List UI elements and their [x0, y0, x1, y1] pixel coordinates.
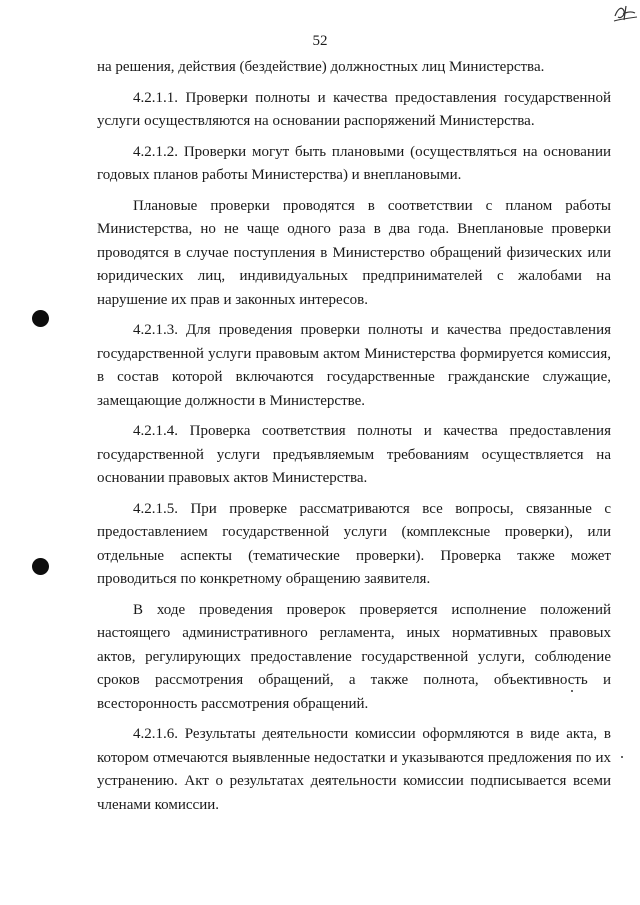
paragraph-continuation: на решения, действия (бездействие) должностных лиц Министерства.: [97, 59, 545, 75]
handwritten-page-number-mark: [612, 2, 638, 24]
paragraph-4-2-1-2: 4.2.1.2. Проверки могут быть плановыми (осуществляться на основании годовых планов работы Министерства) и внеплановыми.: [97, 143, 611, 183]
paragraph-4-2-1-6: 4.2.1.6. Результаты деятельности комиссии оформляются в виде акта, в котором отмечаются выявленные недостатки и указываются предложения по их устранению. Акт о результатах деятельности комиссии подписывается всеми членами комиссии.: [97, 726, 611, 813]
page-number: 52: [312, 33, 328, 49]
punch-hole: [32, 310, 49, 327]
paragraph-4-2-1-4: 4.2.1.4. Проверка соответствия полноты и качества предоставления государственной услуги предъявляемым требованиям осуществляется на основании правовых актов Министерства.: [97, 423, 611, 486]
punch-hole: [32, 558, 49, 575]
paragraph-4-2-1-3: 4.2.1.3. Для проведения проверки полноты и качества предоставления государственной услуги правовым актом Министерства формируется комиссия, в состав которой включаются государственные гражданские служащие, замещающие должности в Министерстве.: [97, 322, 611, 409]
scan-speck: [621, 756, 623, 758]
paragraph-planned-checks: Плановые проверки проводятся в соответствии с планом работы Министерства, но не чаще одного раза в два года. Внеплановые проверки проводятся в случае поступления в Министерство обращений физических или юридических лиц, индивидуальных предпринимателей с жалобами на нарушение их прав и законных интересов.: [97, 197, 611, 308]
paragraph-4-2-1-1: 4.2.1.1. Проверки полноты и качества предоставления государственной услуги осуществляются на основании распоряжений Министерства.: [97, 89, 611, 129]
paragraph-4-2-1-5: 4.2.1.5. При проверке рассматриваются все вопросы, связанные с предоставлением государственной услуги (комплексные проверки), или отдельные аспекты (тематические проверки). Проверка также может проводиться по конкретному обращению заявителя.: [97, 500, 611, 587]
paragraph-checks-scope: В ходе проведения проверок проверяется исполнение положений настоящего административного регламента, иных нормативных правовых актов, регулирующих предоставление государственной услуги, соблюдение сроков рассмотрения обращений, а также полнота, объективность и всесторонность рассмотрения обращений.: [97, 601, 611, 712]
document-body: [97, 56, 611, 817]
